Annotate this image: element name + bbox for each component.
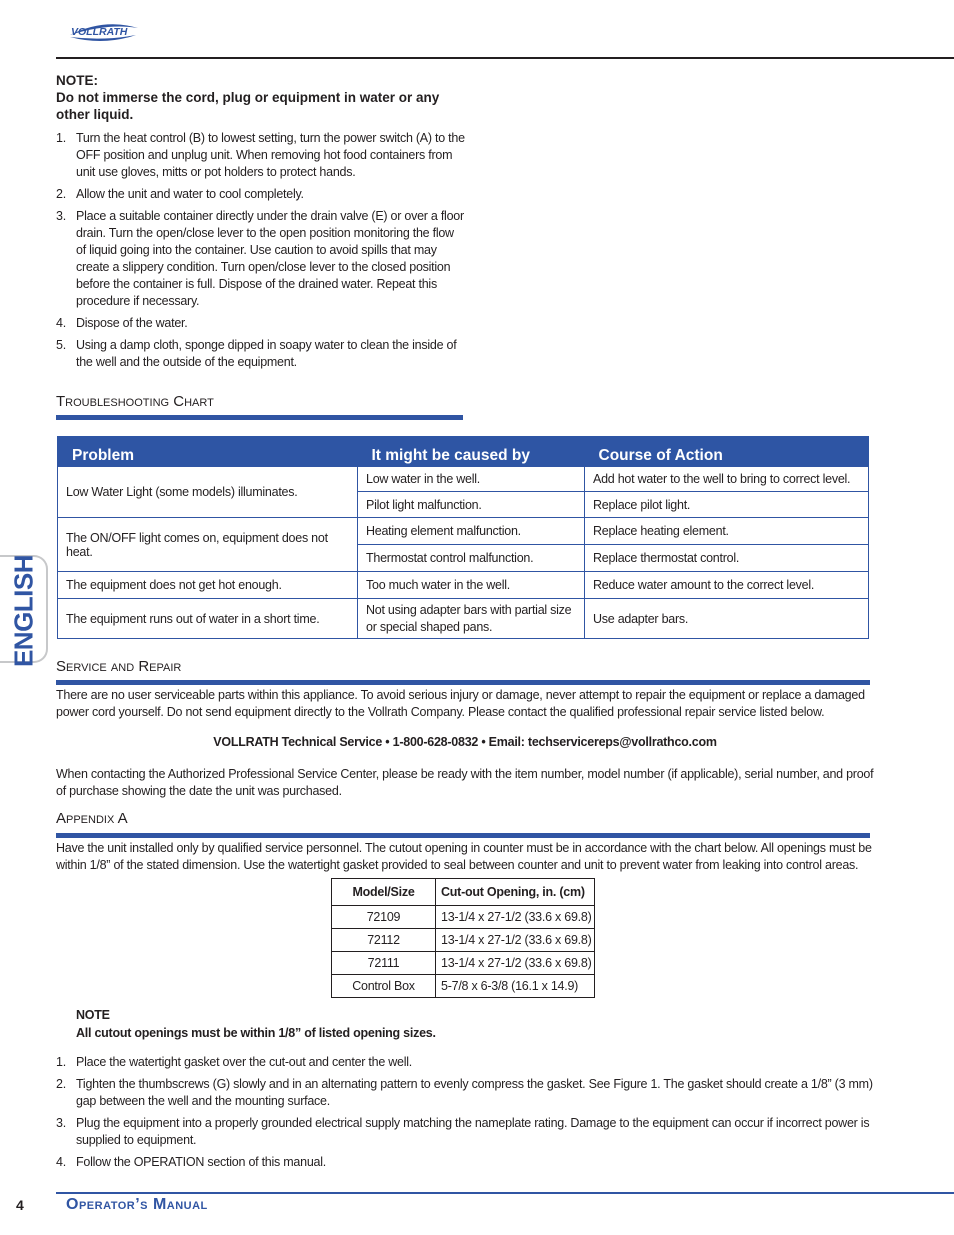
- step-number: 2.: [56, 187, 66, 201]
- logo-text: VOLLRATH: [71, 26, 128, 38]
- step-number: 1.: [56, 131, 66, 145]
- action-cell: Replace pilot light.: [585, 492, 869, 518]
- step-number: 1.: [56, 1055, 66, 1069]
- cutout-cell: 13-1/4 x 27-1/2 (33.6 x 69.8): [436, 906, 595, 929]
- list-item: [56, 130, 466, 181]
- table-row: [58, 467, 869, 492]
- appendix-note-title: NOTE: [76, 1008, 110, 1022]
- footer-rule: [56, 1192, 954, 1194]
- step-text: Allow the unit and water to cool completely.: [76, 187, 304, 201]
- cause-cell: Not using adapter bars with partial size or special shaped pans.: [358, 599, 585, 639]
- appendix-heading: Appendix A: [56, 810, 128, 827]
- cleaning-note-title: NOTE:: [56, 73, 98, 88]
- action-cell: Replace thermostat control.: [585, 545, 869, 572]
- cause-cell: Low water in the well.: [358, 467, 585, 492]
- step-number: 5.: [56, 338, 66, 352]
- action-cell: Add hot water to the well to bring to correct level.: [585, 467, 869, 492]
- cause-cell: Heating element malfunction.: [358, 518, 585, 545]
- appendix-note-text: All cutout openings must be within 1/8” of listed opening sizes.: [76, 1026, 436, 1040]
- step-text: Plug the equipment into a properly grounded electrical supply matching the nameplate rating. Damage to the equipment can occur if incorrect power is supplied to equipment.: [76, 1116, 870, 1147]
- list-item: [56, 1115, 874, 1149]
- cleaning-section: [56, 72, 466, 376]
- problem-cell: Low Water Light (some models) illuminates.: [58, 467, 358, 518]
- step-number: 3.: [56, 1116, 66, 1130]
- troubleshooting-heading: Troubleshooting Chart: [56, 393, 214, 410]
- table-row: [332, 906, 595, 929]
- header-action: Course of Action: [585, 437, 869, 467]
- step-number: 4.: [56, 316, 66, 330]
- table-row: [332, 952, 595, 975]
- list-item: [56, 1054, 874, 1071]
- cause-cell: Pilot light malfunction.: [358, 492, 585, 518]
- troubleshooting-chart: [57, 436, 869, 639]
- header-rule: [56, 57, 954, 59]
- appendix-intro: Have the unit installed only by qualified service personnel. The cutout opening in counter must be in accordance with the chart below. All openings must be within 1/8” of the stated dimension. Use the watertight gasket provided to seal between counter and unit to prevent water from leaking into control areas.: [56, 841, 872, 872]
- problem-cell: The equipment does not get hot enough.: [58, 572, 358, 599]
- list-item: [56, 186, 466, 203]
- list-item: [56, 337, 466, 371]
- installation-steps: [56, 1054, 874, 1176]
- header-cutout: Cut-out Opening, in. (cm): [436, 879, 595, 906]
- step-text: Using a damp cloth, sponge dipped in soapy water to clean the inside of the well and the outside of the equipment.: [76, 338, 457, 369]
- table-row: [332, 929, 595, 952]
- header-cause: It might be caused by: [358, 437, 585, 467]
- list-item: [56, 208, 466, 310]
- troubleshooting-rule: [56, 415, 463, 420]
- cutout-cell: 13-1/4 x 27-1/2 (33.6 x 69.8): [436, 929, 595, 952]
- header-model: Model/Size: [332, 879, 436, 906]
- table-row: [58, 599, 869, 639]
- table-header-row: [332, 879, 595, 906]
- action-cell: Reduce water amount to the correct level.: [585, 572, 869, 599]
- model-cell: Control Box: [332, 975, 436, 998]
- service-paragraph: There are no user serviceable parts within this appliance. To avoid serious injury or damage, never attempt to repair the equipment or replace a damaged power cord yourself. Do not send equipment directly to the Vollrath Company. Please contact the qualified professional repair service listed below.: [56, 688, 865, 719]
- service-paragraph-2: When contacting the Authorized Professional Service Center, please be ready with the item number, model number (if applicable), serial number, and proof of purchase showing the date the unit was purchased.: [56, 767, 874, 798]
- step-text: Place the watertight gasket over the cut-out and center the well.: [76, 1055, 413, 1069]
- table-header-row: [58, 437, 869, 467]
- table-row: [58, 572, 869, 599]
- model-cell: 72112: [332, 929, 436, 952]
- list-item: [56, 1154, 874, 1171]
- step-text: Tighten the thumbscrews (G) slowly and in an alternating pattern to evenly compress the gasket. See Figure 1. The gasket should create a 1/8” (3 mm) gap between the well and the mounting surface.: [76, 1077, 873, 1108]
- cutout-table: [331, 878, 595, 998]
- cause-cell: Too much water in the well.: [358, 572, 585, 599]
- problem-cell: The ON/OFF light comes on, equipment does not heat.: [58, 518, 358, 572]
- list-item: [56, 1076, 874, 1110]
- step-number: 3.: [56, 209, 66, 223]
- action-cell: Use adapter bars.: [585, 599, 869, 639]
- vollrath-logo: [68, 20, 140, 44]
- step-text: Place a suitable container directly under the drain valve (E) or over a floor drain. Turn the open/close lever to the open position monitoring the flow of liquid going into the container. Use caution to avoid spills that may create a slippery condition. Turn open/close lever to the closed position before the container is full. Dispose of the drained water. Repeat this procedure if necessary.: [76, 209, 464, 308]
- appendix-note: [76, 1006, 436, 1042]
- problem-cell: The equipment runs out of water in a short time.: [58, 599, 358, 639]
- service-contact: VOLLRATH Technical Service • 1-800-628-0832 • Email: techservicereps@vollrathco.com: [213, 735, 717, 749]
- step-number: 4.: [56, 1155, 66, 1169]
- header-problem: Problem: [58, 437, 358, 467]
- table-row: [332, 975, 595, 998]
- step-number: 2.: [56, 1077, 66, 1091]
- cleaning-steps: [56, 130, 466, 371]
- cutout-cell: 13-1/4 x 27-1/2 (33.6 x 69.8): [436, 952, 595, 975]
- model-cell: 72111: [332, 952, 436, 975]
- language-tab: [0, 554, 48, 668]
- step-text: Turn the heat control (B) to lowest setting, turn the power switch (A) to the OFF position and unplug unit. When removing hot food containers from unit use gloves, mitts or pot holders to protect hands.: [76, 131, 465, 179]
- table-row: [58, 518, 869, 545]
- service-heading: Service and Repair: [56, 658, 182, 675]
- page-number: 4: [16, 1197, 24, 1213]
- action-cell: Replace heating element.: [585, 518, 869, 545]
- list-item: [56, 315, 466, 332]
- step-text: Dispose of the water.: [76, 316, 188, 330]
- cutout-cell: 5-7/8 x 6-3/8 (16.1 x 14.9): [436, 975, 595, 998]
- step-text: Follow the OPERATION section of this manual.: [76, 1155, 326, 1169]
- cause-cell: Thermostat control malfunction.: [358, 545, 585, 572]
- service-rule: [56, 680, 870, 685]
- cleaning-note-text: Do not immerse the cord, plug or equipment in water or any other liquid.: [56, 90, 440, 122]
- model-cell: 72109: [332, 906, 436, 929]
- footer-title: Operator’s Manual: [66, 1196, 208, 1213]
- appendix-rule: [56, 833, 870, 838]
- language-tab-label: ENGLISH: [8, 554, 39, 668]
